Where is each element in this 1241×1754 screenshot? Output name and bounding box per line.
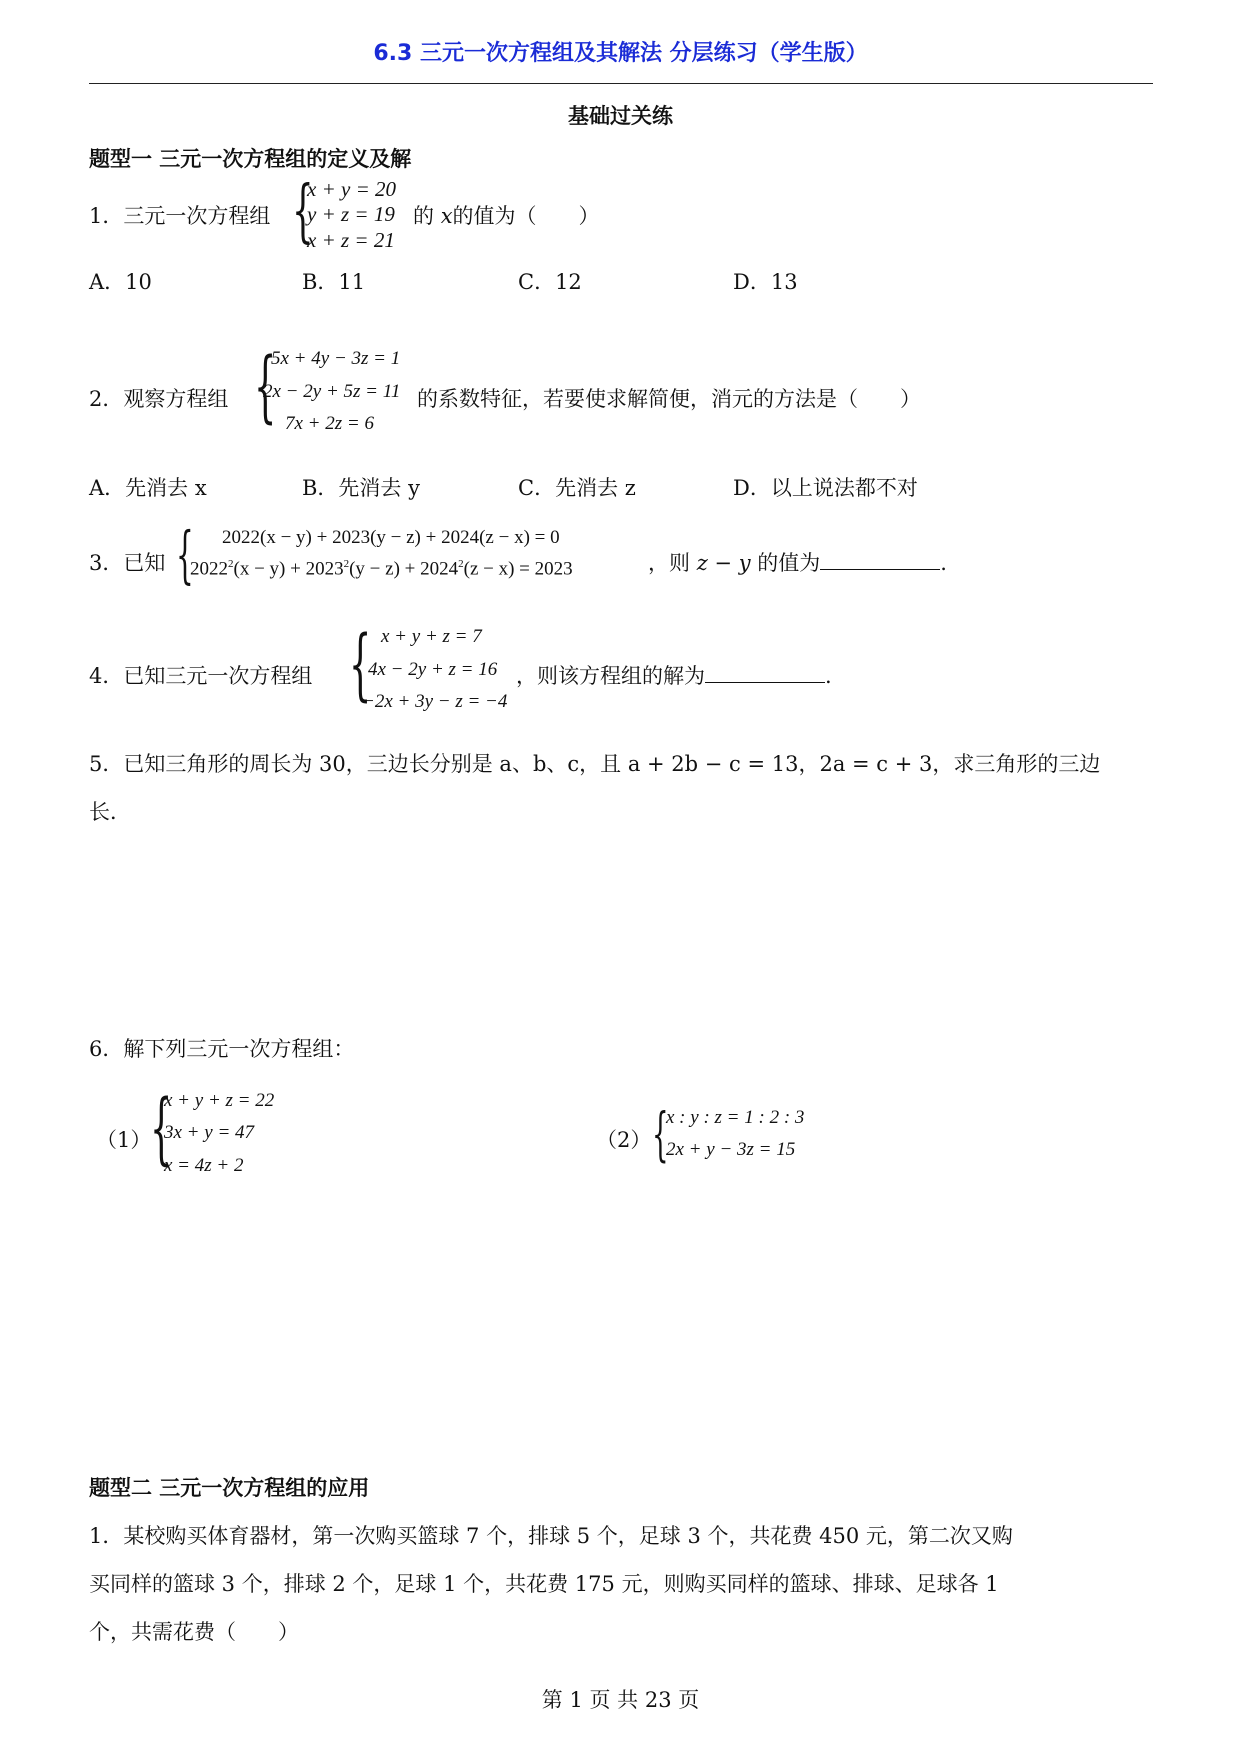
q5-line-2: 长．	[89, 800, 131, 824]
q2-option-d: D．以上说法都不对	[733, 476, 918, 500]
q2-eq-2: 2x − 2y + 5z = 11	[263, 381, 401, 402]
q3-eq2-part-d: (z − x) = 2023	[463, 558, 573, 580]
q6-part1-eq-2: 3x + y = 47	[164, 1122, 255, 1143]
q1-option-a: A．10	[89, 270, 152, 294]
q3-square-3: 2	[458, 558, 464, 570]
q3-brace: {	[176, 518, 194, 591]
q3-answer-blank[interactable]	[820, 551, 940, 570]
q3-suffix-a: ，则	[648, 551, 697, 575]
section-title: 基础过关练	[568, 104, 673, 128]
q3-eq2-part-c: (y − z) + 2024	[349, 558, 459, 580]
q4-suffix	[516, 660, 832, 690]
q3-suffix	[648, 547, 947, 577]
q6-part2-label: （2）	[596, 1128, 652, 1152]
q6-part1-eq-1: x + y + z = 22	[164, 1090, 275, 1111]
q6-part2-eq-1: x : y : z = 1 : 2 : 3	[666, 1107, 805, 1128]
q2-suffix: 的系数特征，若要使求解简便，消元的方法是（ ）	[417, 387, 921, 411]
q2-option-b: B．先消去 y	[302, 476, 420, 500]
header-divider	[89, 83, 1153, 84]
q1-eq-3: x + z = 21	[307, 228, 395, 252]
q3-expr: z − y	[696, 551, 751, 575]
q1-system	[292, 172, 432, 258]
q4-answer-blank[interactable]	[705, 664, 825, 683]
q2-system	[254, 342, 424, 440]
type2-title: 题型二 三元一次方程组的应用	[89, 1476, 370, 1500]
q3-eq-1: 2022(x − y) + 2023(y − z) + 2024(z − x) = 0	[222, 527, 560, 548]
q4-eq-2: 4x − 2y + z = 16	[368, 659, 498, 680]
q1-option-b: B．11	[302, 270, 366, 294]
q1-prefix: 1．三元一次方程组	[89, 204, 271, 228]
q1-var: x	[440, 204, 453, 228]
q6-part1-brace: {	[150, 1084, 173, 1174]
q1-eq-2: y + z = 19	[307, 202, 395, 226]
q2-eq-3: 7x + 2z = 6	[285, 413, 374, 434]
type2-q1-line-1: 1．某校购买体育器材，第一次购买篮球 7 个，排球 5 个，足球 3 个，共花费 450 元，第二次又购	[89, 1524, 1013, 1548]
q3-eq2-part-b: (x − y) + 2023	[233, 558, 344, 580]
q1-suffix-a: 的	[413, 204, 441, 228]
q3-end: .	[940, 551, 947, 575]
q4-eq-3: −2x + 3y − z = −4	[362, 691, 508, 712]
q4-eq-1: x + y + z = 7	[381, 626, 482, 647]
type2-q1-line-2: 买同样的篮球 3 个，排球 2 个，足球 1 个，共花费 175 元，则购买同样的篮球、排球、足球各 1	[89, 1572, 999, 1596]
q1-option-c: C．12	[518, 270, 582, 294]
q6-part2-eq-2: 2x + y − 3z = 15	[666, 1139, 796, 1160]
q2-eq-1: 5x + 4y − 3z = 1	[271, 348, 401, 369]
q6-title: 6．解下列三元一次方程组：	[89, 1037, 355, 1061]
q6-part2-brace: {	[652, 1100, 669, 1168]
type2-q1-line-3: 个，共需花费（ ）	[89, 1620, 299, 1644]
q6-part1-label: （1）	[96, 1128, 152, 1152]
q4-brace: {	[349, 620, 372, 710]
q1-brace: {	[292, 172, 314, 251]
type1-title: 题型一 三元一次方程组的定义及解	[89, 147, 412, 171]
q6-part1-eq-3: x = 4z + 2	[164, 1155, 244, 1176]
q3-square-2: 2	[343, 558, 350, 570]
q6-part2-system	[652, 1100, 812, 1169]
q3-square-1: 2	[228, 558, 234, 570]
q4-end: .	[825, 664, 832, 688]
q6-part1-system	[150, 1084, 300, 1182]
q1-eq-1: x + y = 20	[307, 177, 396, 201]
q4-prefix: 4．已知三元一次方程组	[89, 664, 313, 688]
page-footer: 第 1 页 共 23 页	[541, 1688, 700, 1712]
q5-line-1: 5．已知三角形的周长为 30，三边长分别是 a、b、c，且 a + 2b − c = 13，2a = c + 3，求三角形的三边	[89, 752, 1101, 776]
q2-brace: {	[254, 342, 277, 432]
q3-eq2-part-a: 2022	[190, 558, 228, 580]
q2-option-a: A．先消去 x	[89, 476, 207, 500]
q1-suffix	[413, 200, 600, 230]
q3-prefix: 3．已知	[89, 551, 166, 575]
document-title: 6.3 三元一次方程组及其解法 分层练习（学生版）	[373, 41, 868, 66]
q3-eq-2	[190, 558, 573, 580]
q2-option-c: C．先消去 z	[518, 476, 636, 500]
q3-system	[176, 518, 646, 591]
q1-suffix-b: 的值为（ ）	[452, 204, 600, 228]
q4-suffix-text: ，则该方程组的解为	[516, 664, 705, 688]
q3-suffix-b: 的值为	[750, 551, 821, 575]
q1-option-d: D．13	[733, 270, 798, 294]
q4-system	[349, 620, 529, 718]
q2-prefix: 2．观察方程组	[89, 387, 229, 411]
